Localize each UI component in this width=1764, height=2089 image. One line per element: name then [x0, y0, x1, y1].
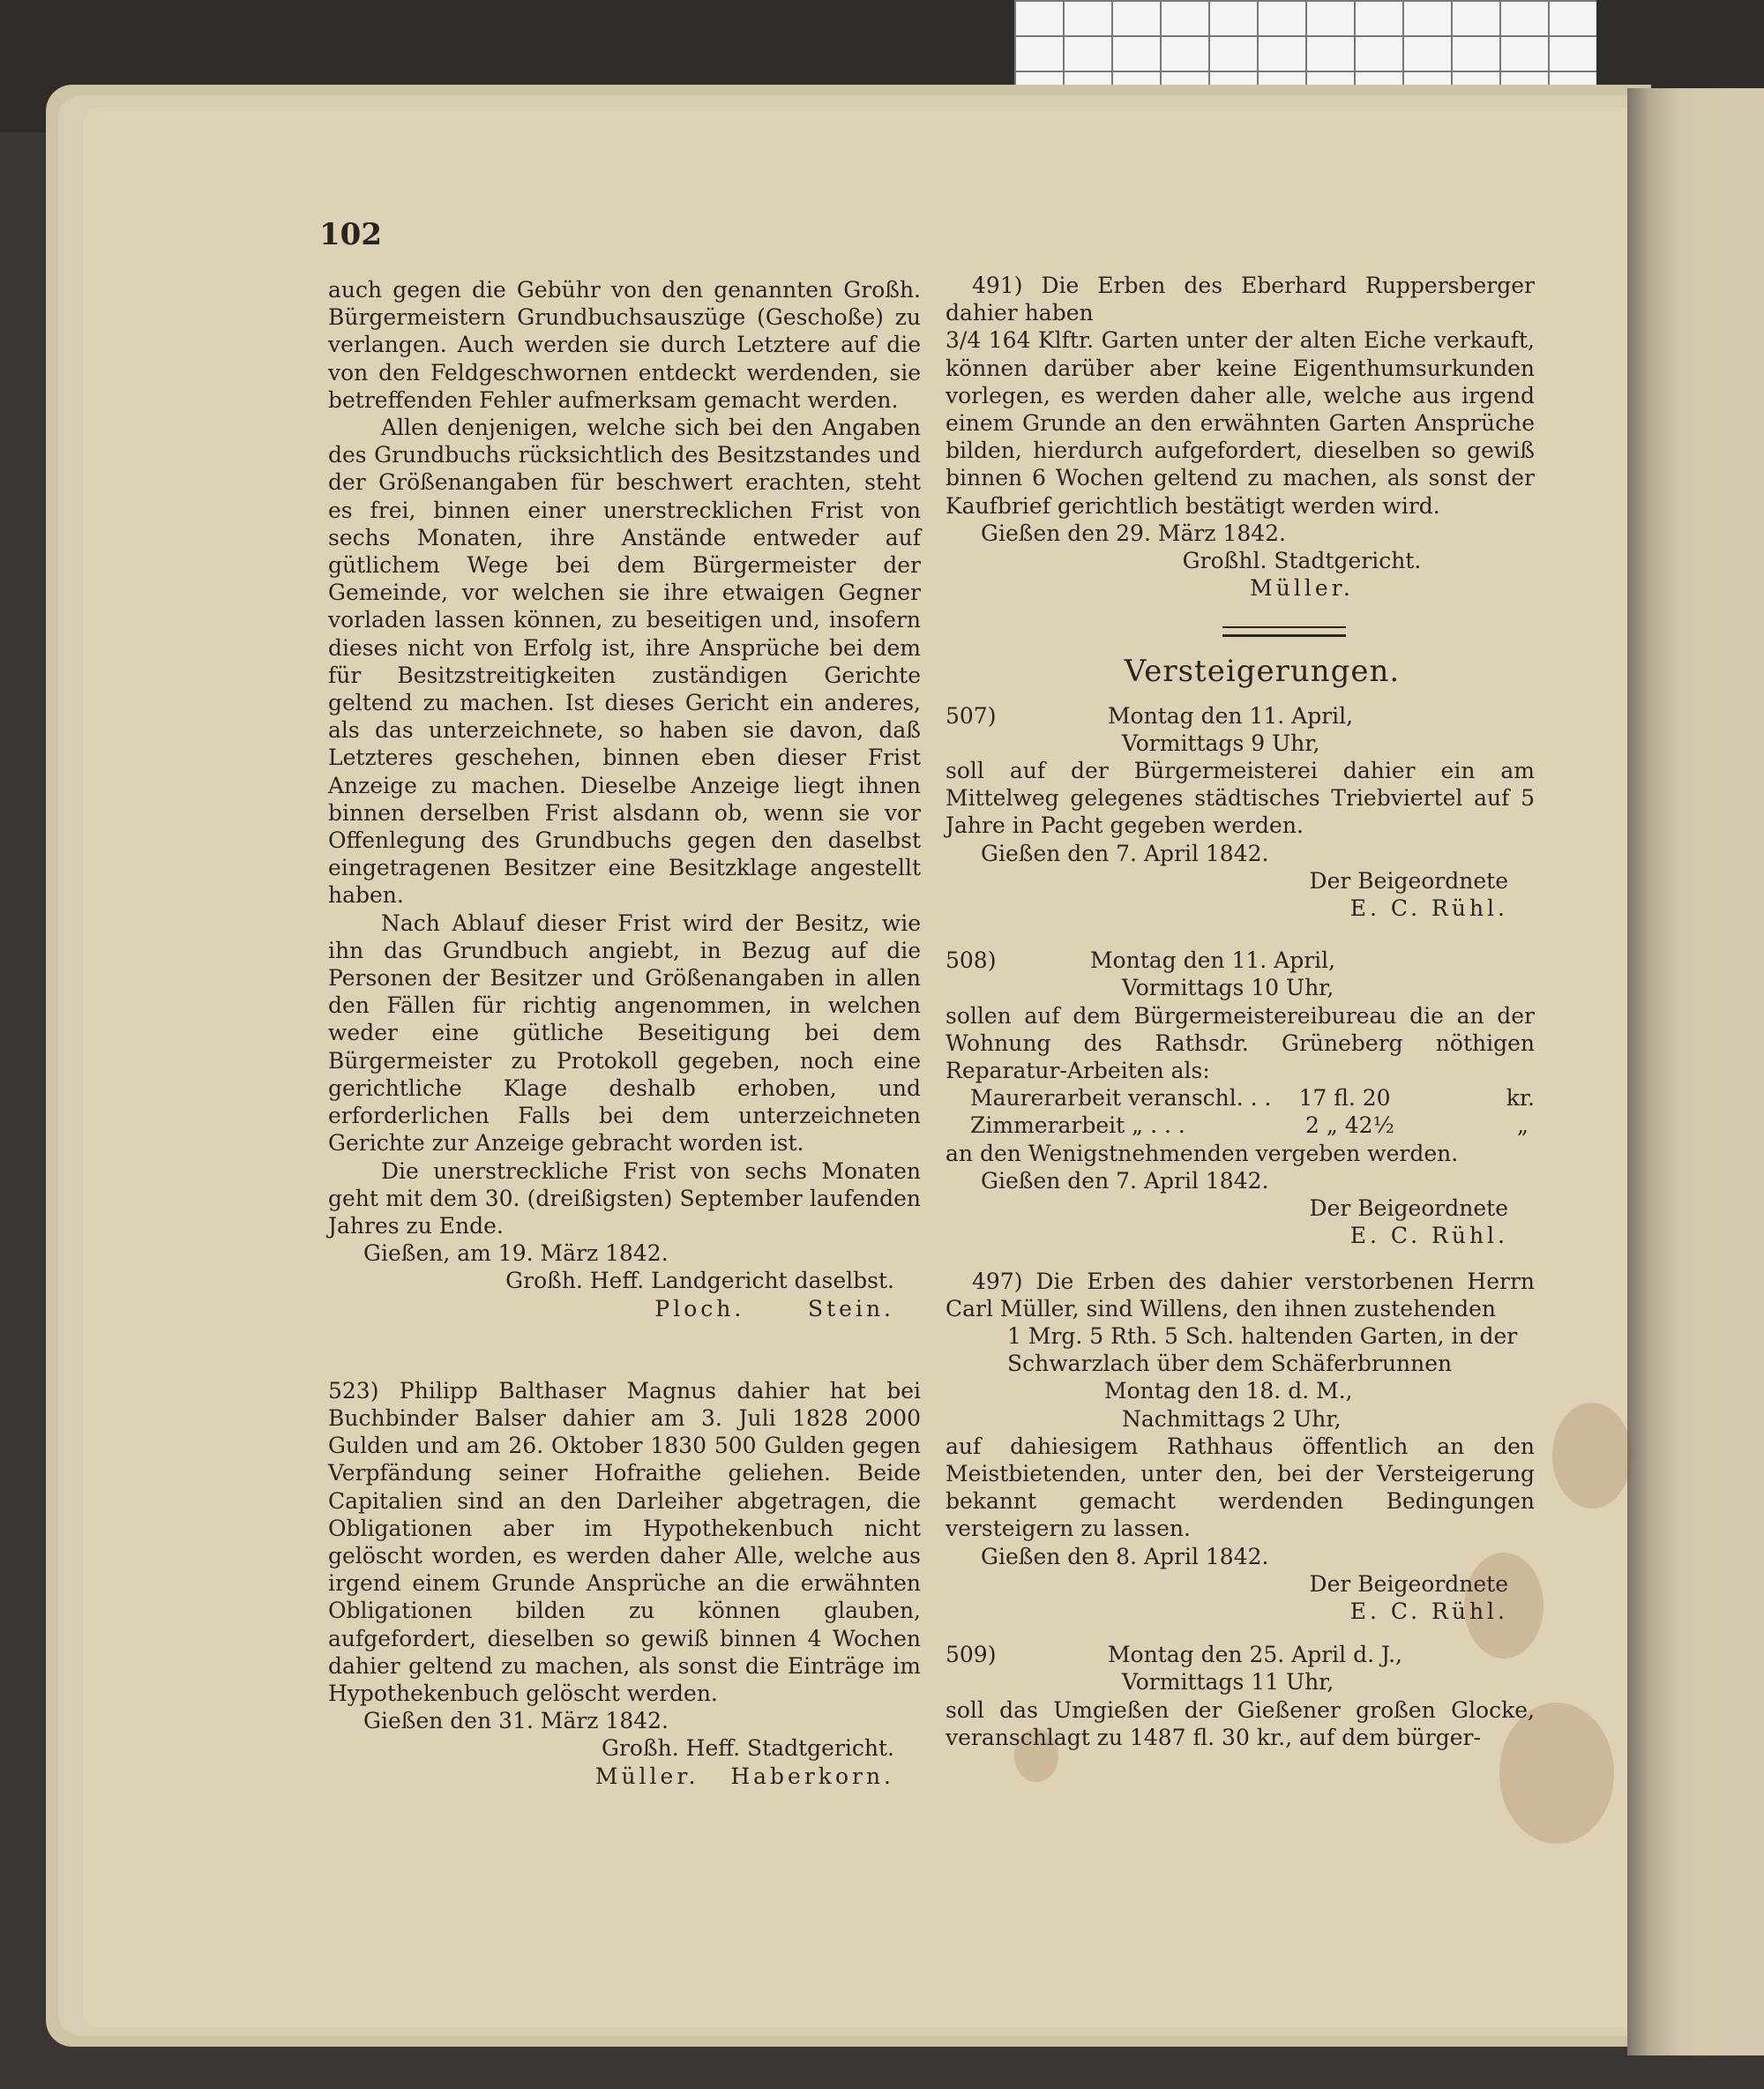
notice-523-court: Großh. Heff. Stadtgericht.: [602, 1735, 894, 1762]
facing-page-edge: [1627, 88, 1764, 2055]
notice-507-sig-name: E. C. Rühl.: [1349, 895, 1508, 922]
dateline: Gießen, am 19. März 1842.: [363, 1240, 669, 1267]
notice-508-date: Gießen den 7. April 1842.: [981, 1167, 1269, 1194]
cost-label: Maurerarbeit veranschl. . .: [970, 1085, 1272, 1112]
paragraph: Die unerstreckliche Frist von sechs Monaten geht mit dem 30. (dreißigsten) September laufenden Jahres zu Ende.: [328, 1157, 921, 1239]
notice-507-sig-title: Der Beigeordnete: [1309, 867, 1508, 894]
notice-497-text2: auf dahiesigem Rathhaus öffentlich an den Meistbietenden, unter den, bei der Versteigerung bekannt gemacht werdenden Bedingungen versteigern zu lassen.: [946, 1433, 1535, 1542]
notice-497-sig-name: E. C. Rühl.: [1349, 1598, 1508, 1624]
cost-row: [946, 1084, 1535, 1112]
cost-unit: „: [1517, 1112, 1529, 1139]
notice-508-sig-title: Der Beigeordnete: [1309, 1195, 1508, 1222]
notice-508-text2: an den Wenigstnehmenden vergeben werden.: [946, 1140, 1459, 1166]
notice-509-text: soll das Umgießen der Gießener großen Glocke, veranschlagt zu 1487 fl. 30 kr., auf dem bürger-: [946, 1696, 1535, 1750]
cost-amount: 17 fl. 20: [1298, 1085, 1391, 1112]
cost-amount: 2 „ 42½: [1305, 1112, 1394, 1139]
cost-unit: kr.: [1506, 1085, 1535, 1112]
spacer: [946, 1250, 1535, 1268]
section-heading: Versteigerungen.: [1124, 654, 1401, 690]
notice-508-sig-name: E. C. Rühl.: [1349, 1223, 1508, 1249]
notice-491-text2: 3/4 164 Klftr. Garten unter der alten Eiche verkauft, können darüber aber keine Eigenthumsurkunden vorlegen, es werden daher alle, welche aus irgend einem Grunde an den erwähnten Garten Ansprüche bilden, hierdurch aufgefordert, dieselben so gewiß binnen 6 Wochen geltend zu machen, als sonst der Kaufbrief gerichtlich bestätigt werden wird.: [946, 327, 1535, 519]
spacer: [328, 1322, 921, 1377]
notice-507-when: Montag den 11. April,: [1107, 702, 1354, 729]
notice-497-when: Montag den 18. d. M.,: [1104, 1378, 1353, 1404]
section-rule: [1222, 626, 1346, 637]
notice-507-text: soll auf der Bürgermeisterei dahier ein am Mittelweg gelegenes städtisches Triebviertel auf 5 Jahre in Pacht gegeben werden.: [946, 758, 1535, 839]
notice-509-head: [946, 1641, 1535, 1668]
right-column: [946, 272, 1535, 1751]
notice-508-when: Montag den 11. April,: [1089, 947, 1336, 974]
signature-court: Großh. Heff. Landgericht daselbst.: [505, 1268, 894, 1294]
notice-508-text: sollen auf dem Bürgermeistereibureau die an der Wohnung des Rathsdr. Grüneberg nöthigen Reparatur-Arbeiten als:: [946, 1002, 1535, 1084]
notice-491-date: Gießen den 29. März 1842.: [981, 520, 1286, 546]
notice-491-court: Großhl. Stadtgericht.: [1182, 548, 1422, 574]
notice-491-text: 491) Die Erben des Eberhard Ruppersberger dahier haben: [946, 273, 1535, 326]
page-number: 102: [319, 217, 382, 252]
notice-497-property: 1 Mrg. 5 Rth. 5 Sch. haltenden Garten, in der Schwarzlach über dem Schäferbrunnen: [1007, 1322, 1518, 1377]
notice-509-time: Vormittags 11 Uhr,: [1122, 1669, 1334, 1696]
notice-523-names: Müller. Haberkorn.: [594, 1763, 894, 1789]
notice-509-when: Montag den 25. April d. J.,: [1107, 1642, 1402, 1668]
notice-508-number: 508): [946, 947, 997, 974]
spacer: [946, 1625, 1535, 1641]
paragraph: Nach Ablauf dieser Frist wird der Besitz, wie ihn das Grundbuch angiebt, in Bezug auf die Personen der Besitzer und Größenangaben in allen den Fällen für richtig angenommen, in welchen weder eine gütliche Beseitigung bei dem Bürgermeister zu Protokoll gegeben, noch eine gerichtliche Klage deshalb erhoben, und erforderlichen Falls bei dem unterzeichneten Gerichte zur Anzeige gebracht worden ist.: [328, 910, 921, 1157]
notice-523-text: 523) Philipp Balthaser Magnus dahier hat bei Buchbinder Balser dahier am 3. Juli 1828 2000 Gulden und am 26. Oktober 1830 500 Gulden gegen Verpfändung seiner Hofraithe geliehen. Beide Capitalien sind an den Darleiher abgetragen, die Obligationen aber im Hypothekenbuch nicht gelöscht worden, es werden daher Alle, welche aus irgend einem Grunde Ansprüche an die erwähnten Obligationen bilden zu können glauben, aufgefordert, dieselben so gewiß binnen 4 Wochen dahier geltend zu machen, als sonst die Einträge im Hypothekenbuch gelöscht werden.: [328, 1377, 921, 1706]
spacer: [946, 922, 1535, 947]
cost-row: [946, 1112, 1535, 1139]
notice-497-date: Gießen den 8. April 1842.: [981, 1543, 1269, 1569]
cost-label: Zimmerarbeit „ . . .: [970, 1112, 1185, 1139]
notice-507-head: [946, 702, 1535, 730]
notice-497-sig-title: Der Beigeordnete: [1309, 1570, 1508, 1597]
paragraph: Allen denjenigen, welche sich bei den Angaben des Grundbuchs rücksichtlich des Besitzstandes und der Größenangaben für beschwert erachten, steht es frei, binnen einer unerstrecklichen Frist von sechs Monaten, ihre Anstände entweder auf gütlichem Wege bei dem Bürgermeister der Gemeinde, vor welchen sie ihre etwaigen Gegner vorladen lassen können, zu beseitigen und, insofern dieses nicht von Erfolg ist, ihre Ansprüche bei dem für Besitzstreitigkeiten zuständigen Gerichte geltend zu machen. Ist dieses Gericht ein anderes, als das unterzeichnete, so haben sie davon, daß Letzteres geschehen, binnen eben dieser Frist Anzeige zu machen. Dieselbe Anzeige liegt ihnen binnen derselben Frist alsdann ob, wenn sie vor Offenlegung des Grundbuchs gegen den daselbst eingetragenen Besitzer eine Besitzklage angestellt haben.: [328, 415, 921, 909]
notice-523-date: Gießen den 31. März 1842.: [363, 1708, 669, 1734]
notice-508-time: Vormittags 10 Uhr,: [1122, 975, 1334, 1001]
notice-497-text: 497) Die Erben des dahier verstorbenen Herrn Carl Müller, sind Willens, den ihnen zustehenden: [946, 1268, 1535, 1322]
paragraph: auch gegen die Gebühr von den genannten Großh. Bürgermeistern Grundbuchsauszüge (Geschoße) zu verlangen. Auch werden sie durch Letztere auf die von den Feldgeschwornen entdeckt werdenden, sie betreffenden Fehler aufmerksam gemacht werden.: [328, 277, 921, 413]
notice-507-number: 507): [946, 702, 997, 729]
notice-508-head: [946, 947, 1535, 974]
notice-507-time: Vormittags 9 Uhr,: [1122, 730, 1320, 756]
left-column: [328, 276, 921, 1790]
notice-497-time: Nachmittags 2 Uhr,: [1122, 1405, 1342, 1432]
notice-509-number: 509): [946, 1642, 997, 1668]
notice-491-name: Müller.: [1250, 575, 1354, 602]
signature-names: Ploch. Stein.: [654, 1295, 894, 1322]
paper-stain: [1552, 1403, 1632, 1509]
notice-507-date: Gießen den 7. April 1842.: [981, 840, 1269, 866]
